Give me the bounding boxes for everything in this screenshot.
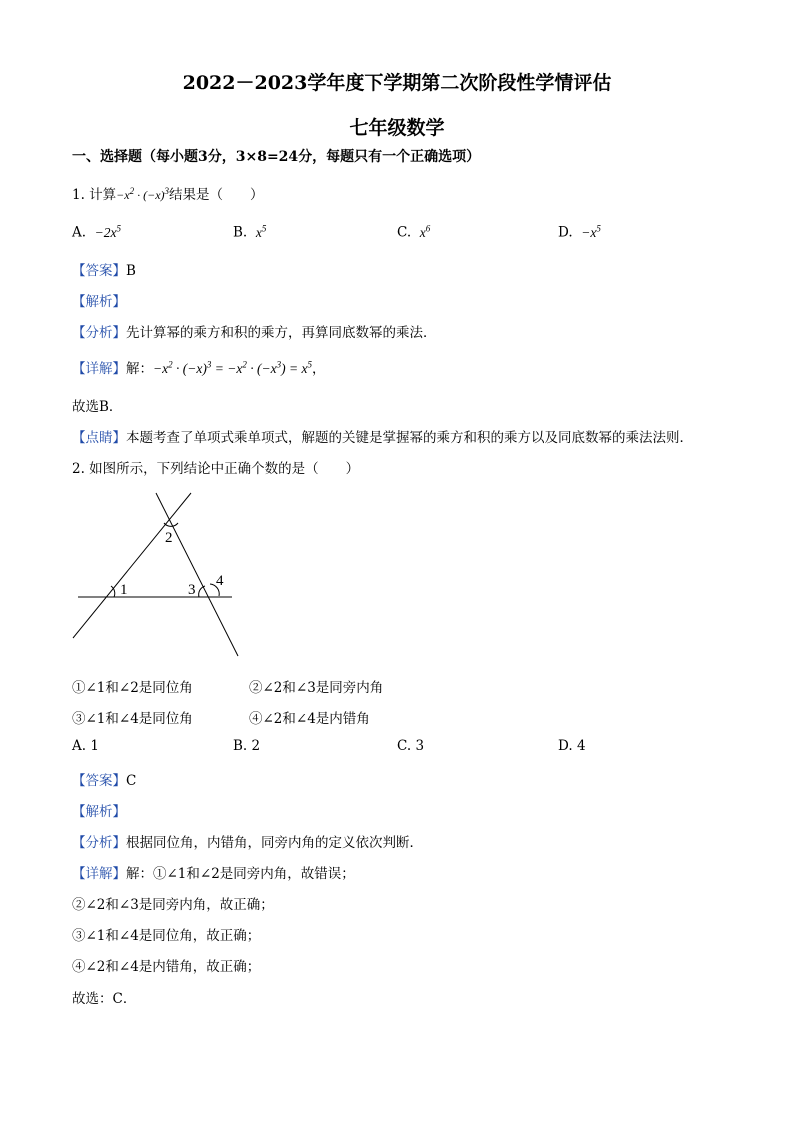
section-heading: 一、选择题（每小题3分，3×8=24分，每题只有一个正确选项）: [72, 149, 481, 165]
angle-label-4: 4: [216, 573, 224, 589]
q1-prefix: 1. 计算: [72, 187, 117, 203]
q1-option-c: C. $x^6$: [397, 223, 431, 241]
q2-statement-1: ①∠1和∠2是同位角: [72, 680, 193, 696]
q2-stem: 2. 如图所示，下列结论中正确个数的是（ ）: [72, 461, 360, 477]
q1-option-b: B. $x^5$: [233, 223, 267, 241]
q1-option-a: A. $-2x^5$: [72, 223, 122, 241]
q2-answer: 【答案】C: [72, 773, 137, 789]
q1-expression: $-x^2 \cdot (-x)^3$: [116, 186, 170, 202]
q2-step-4: ④∠2和∠4是内错角，故正确；: [72, 959, 261, 975]
q2-xiangjie: 【详解】解：①∠1和∠2是同旁内角，故错误；: [72, 866, 355, 882]
q1-suffix: 结果是（ ）: [169, 187, 264, 203]
q2-option-a: A. 1: [72, 738, 99, 754]
q2-step-3: ③∠1和∠4是同位角，故正确；: [72, 928, 261, 944]
q1-stem: [72, 183, 264, 203]
q2-statement-2: ②∠2和∠3是同旁内角: [249, 680, 384, 696]
right-slant-line: [156, 493, 238, 656]
q2-step-2: ②∠2和∠3是同旁内角，故正确；: [72, 897, 274, 913]
q1-fenxi: 【分析】先计算幂的乘方和积的乘方，再算同底数幂的乘法．: [72, 325, 437, 341]
q1-answer: 【答案】B: [72, 263, 136, 279]
angle-label-2: 2: [165, 530, 173, 546]
angle-label-1: 1: [120, 582, 128, 598]
q2-statement-3: ③∠1和∠4是同位角: [72, 711, 193, 727]
q2-fenxi: 【分析】根据同位角，内错角，同旁内角的定义依次判断．: [72, 835, 423, 851]
left-slant-line: [73, 493, 191, 638]
angle-figure: [66, 488, 246, 663]
q2-jiexi: 【解析】: [72, 804, 126, 820]
angle-label-3: 3: [188, 582, 196, 598]
q2-option-b: B. 2: [233, 738, 261, 754]
q1-dianjing: 【点睛】本题考查了单项式乘单项式，解题的关键是掌握幂的乘方和积的乘方以及同底数幂的乘法法则．: [72, 430, 693, 446]
q1-jiexi: 【解析】: [72, 294, 126, 310]
q2-statement-4: ④∠2和∠4是内错角: [249, 711, 370, 727]
q1-option-d: D. $-x^5$: [558, 223, 601, 241]
document-subtitle: 七年级数学: [349, 117, 445, 139]
q1-conclusion: 故选B．: [72, 399, 123, 415]
document-title: 2022－2023学年度下学期第二次阶段性学情评估: [182, 72, 612, 94]
q1-xiangjie: 【详解】解：$-x^2 \cdot (-x)^3 = -x^2 \cdot (-x^3) = x^5$，: [72, 359, 326, 377]
q2-option-c: C. 3: [397, 738, 425, 754]
q2-option-d: D. 4: [558, 738, 586, 754]
q2-conclusion: 故选：C．: [72, 991, 137, 1007]
